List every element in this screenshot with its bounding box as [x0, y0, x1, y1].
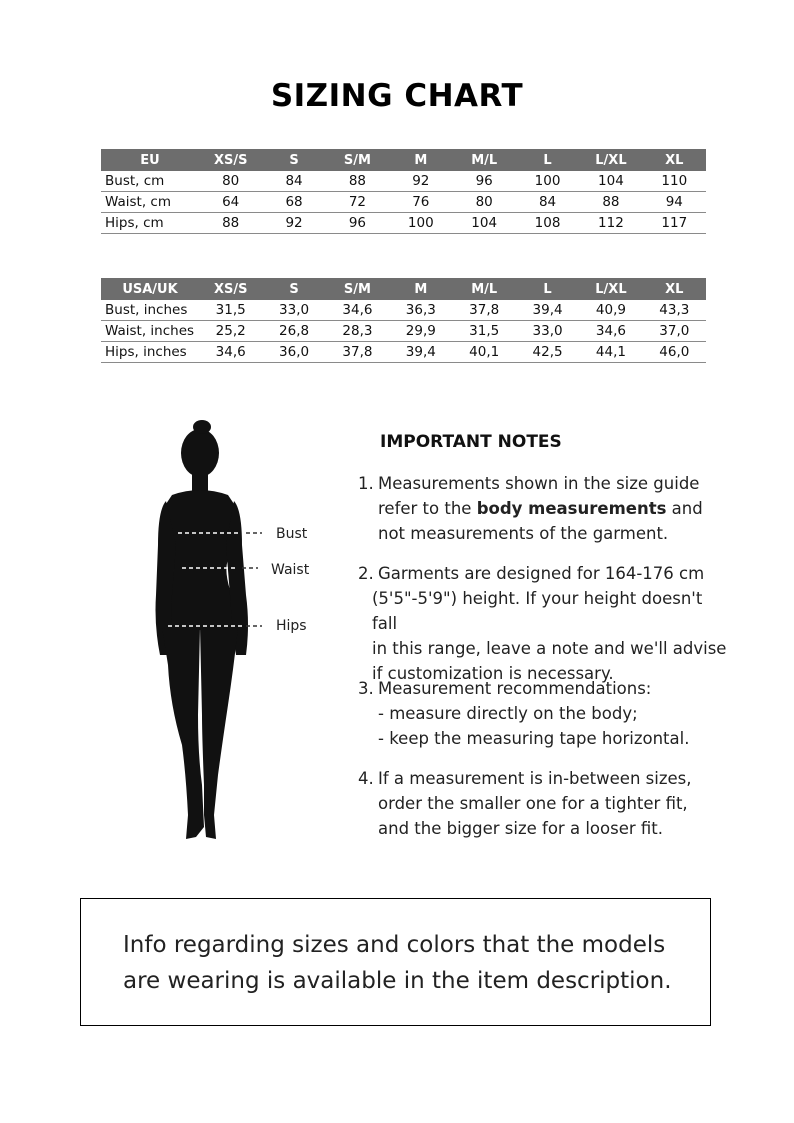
table-cell: 34,6	[199, 342, 262, 363]
table-cell: 25,2	[199, 321, 262, 342]
table-cell: 104	[453, 213, 516, 234]
table-cell: 88	[326, 171, 389, 192]
table-cell: 26,8	[262, 321, 325, 342]
table-cell: 33,0	[262, 300, 325, 321]
table-row	[101, 213, 706, 234]
table-cell: 112	[579, 213, 642, 234]
table-cell: 40,9	[579, 300, 642, 321]
hips-label: Hips	[276, 618, 307, 634]
size-header: L/XL	[579, 278, 642, 300]
row-label: Bust, inches	[101, 300, 199, 321]
table-cell: 28,3	[326, 321, 389, 342]
region-header: USA/UK	[101, 278, 199, 300]
info-line: Info regarding sizes and colors that the models	[123, 932, 666, 958]
table-cell: 31,5	[453, 321, 516, 342]
note-number: 4.	[358, 769, 374, 788]
table-cell: 43,3	[643, 300, 706, 321]
note-number: 3.	[358, 679, 374, 698]
table-cell: 42,5	[516, 342, 579, 363]
note-number: 2.	[358, 564, 374, 583]
table-cell: 37,8	[326, 342, 389, 363]
table-cell: 88	[199, 213, 262, 234]
size-header: XS/S	[199, 149, 262, 171]
table-cell: 80	[453, 192, 516, 213]
row-label: Waist, inches	[101, 321, 199, 342]
table-cell: 92	[389, 171, 452, 192]
note-line: in this range, leave a note and we'll advise	[372, 639, 727, 658]
table-header-row	[101, 149, 706, 171]
table-cell: 110	[643, 171, 706, 192]
info-text	[123, 927, 683, 999]
table-cell: 104	[579, 171, 642, 192]
size-header: M/L	[453, 149, 516, 171]
note-line: not measurements of the garment.	[378, 524, 669, 543]
info-line: are wearing is available in the item description.	[123, 968, 672, 994]
table-cell: 108	[516, 213, 579, 234]
table-cell: 117	[643, 213, 706, 234]
size-header: XL	[643, 149, 706, 171]
body-measurements-emphasis: body measurements	[476, 499, 667, 518]
note-line: If a measurement is in-between sizes,	[378, 769, 692, 788]
note-line: refer to the body measurements and	[378, 499, 703, 518]
table-cell: 100	[516, 171, 579, 192]
note-line: (5'5"-5'9") height. If your height doesn't fall	[372, 589, 703, 633]
usa-uk-size-table	[101, 278, 706, 363]
row-label: Waist, cm	[101, 192, 199, 213]
row-label: Bust, cm	[101, 171, 199, 192]
table-row	[101, 192, 706, 213]
table-row	[101, 171, 706, 192]
page-title: SIZING CHART	[270, 78, 524, 114]
size-header: L	[516, 149, 579, 171]
note-line: - measure directly on the body;	[378, 704, 638, 723]
table-row	[101, 342, 706, 363]
table-cell: 64	[199, 192, 262, 213]
table-cell: 44,1	[579, 342, 642, 363]
table-cell: 36,0	[262, 342, 325, 363]
table-cell: 92	[262, 213, 325, 234]
size-header: S/M	[326, 278, 389, 300]
size-header: L	[516, 278, 579, 300]
table-cell: 34,6	[326, 300, 389, 321]
note-1	[358, 471, 728, 546]
body-silhouette-figure	[150, 415, 320, 850]
size-header: XL	[643, 278, 706, 300]
size-header: L/XL	[579, 149, 642, 171]
table-cell: 46,0	[643, 342, 706, 363]
size-header: M/L	[453, 278, 516, 300]
eu-size-table	[101, 149, 706, 234]
table-cell: 100	[389, 213, 452, 234]
note-2	[358, 561, 728, 686]
size-header: S/M	[326, 149, 389, 171]
table-cell: 39,4	[389, 342, 452, 363]
note-line: if customization is necessary.	[372, 664, 614, 683]
note-4	[358, 766, 728, 841]
waist-label: Waist	[271, 562, 310, 578]
note-line: - keep the measuring tape horizontal.	[378, 729, 690, 748]
note-line: and the bigger size for a looser fit.	[378, 819, 663, 838]
table-cell: 37,0	[643, 321, 706, 342]
bust-label: Bust	[276, 526, 308, 542]
table-cell: 80	[199, 171, 262, 192]
table-cell: 37,8	[453, 300, 516, 321]
note-line: Garments are designed for 164-176 cm	[378, 564, 705, 583]
table-cell: 39,4	[516, 300, 579, 321]
note-number: 1.	[358, 474, 374, 493]
row-label: Hips, inches	[101, 342, 199, 363]
table-cell: 76	[389, 192, 452, 213]
note-line: order the smaller one for a tighter fit,	[378, 794, 688, 813]
size-header: XS/S	[199, 278, 262, 300]
table-cell: 33,0	[516, 321, 579, 342]
info-box	[80, 898, 711, 1026]
table-header-row	[101, 278, 706, 300]
note-line: Measurements shown in the size guide	[378, 474, 700, 493]
table-cell: 84	[516, 192, 579, 213]
table-cell: 96	[453, 171, 516, 192]
table-cell: 94	[643, 192, 706, 213]
silhouette-icon	[156, 420, 249, 839]
table-cell: 31,5	[199, 300, 262, 321]
size-header: M	[389, 149, 452, 171]
table-cell: 96	[326, 213, 389, 234]
size-header: S	[262, 149, 325, 171]
table-cell: 36,3	[389, 300, 452, 321]
row-label: Hips, cm	[101, 213, 199, 234]
table-cell: 72	[326, 192, 389, 213]
table-cell: 40,1	[453, 342, 516, 363]
table-cell: 88	[579, 192, 642, 213]
note-3	[358, 676, 728, 751]
table-cell: 84	[262, 171, 325, 192]
table-row	[101, 321, 706, 342]
size-header: M	[389, 278, 452, 300]
table-cell: 68	[262, 192, 325, 213]
table-cell: 29,9	[389, 321, 452, 342]
note-line: Measurement recommendations:	[378, 679, 652, 698]
table-row	[101, 300, 706, 321]
table-cell: 34,6	[579, 321, 642, 342]
region-header: EU	[101, 149, 199, 171]
notes-title: IMPORTANT NOTES	[380, 432, 562, 452]
size-header: S	[262, 278, 325, 300]
